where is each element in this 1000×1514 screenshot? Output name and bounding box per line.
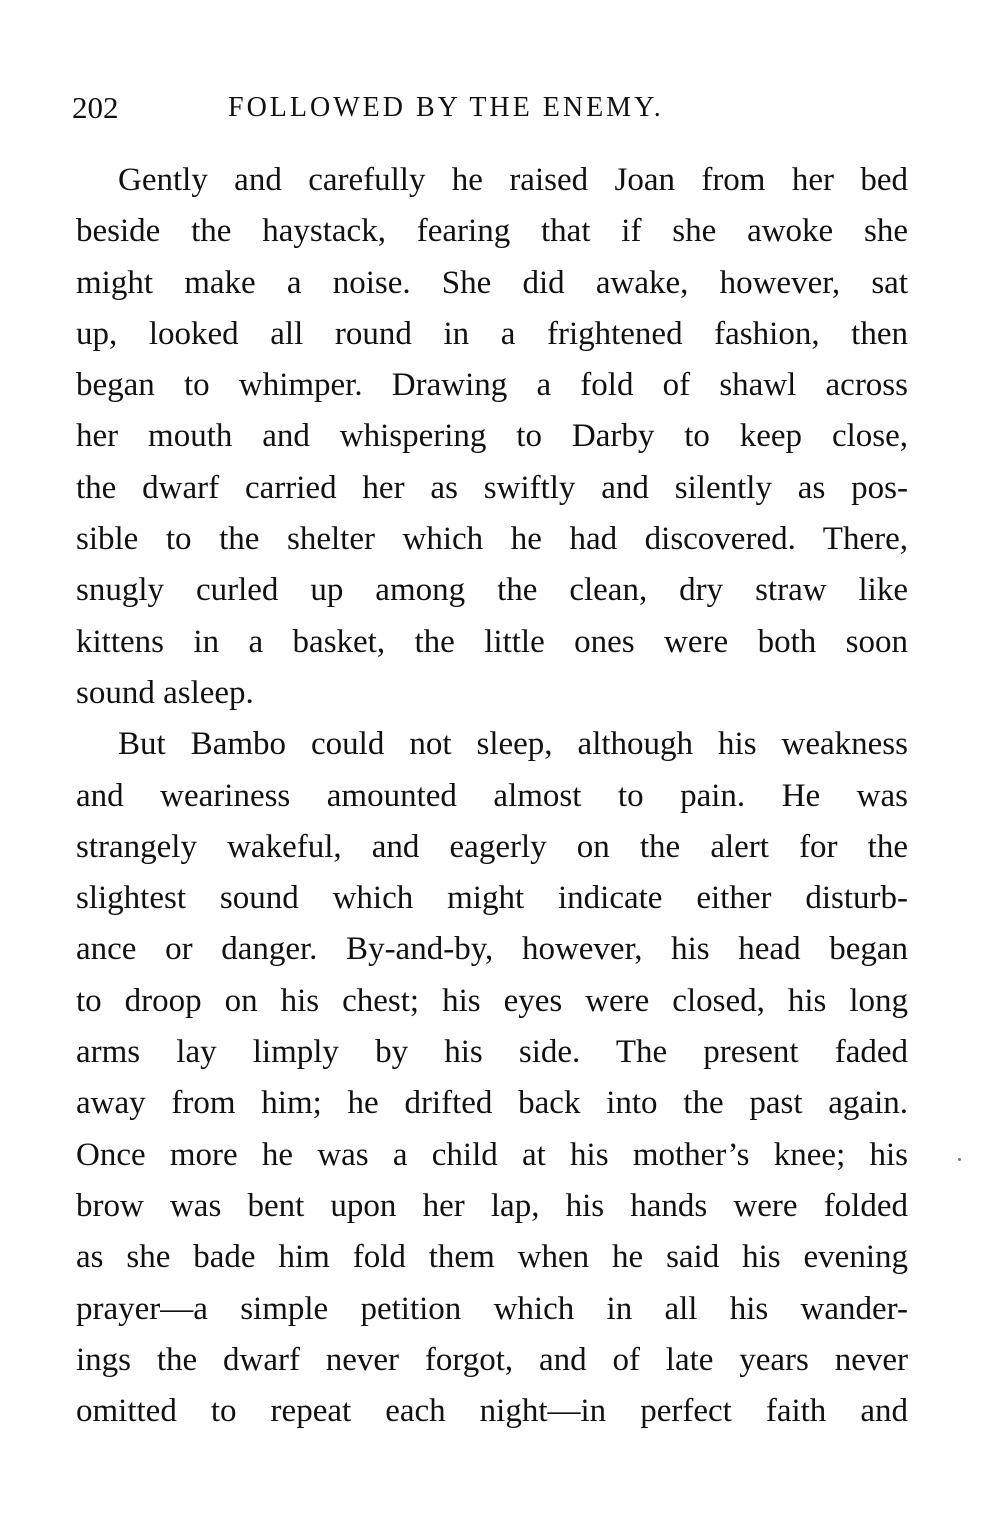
print-speck [958, 1158, 961, 1161]
text-line: ings the dwarf never forgot, and of late years never [76, 1341, 908, 1378]
body-text [76, 155, 908, 1437]
text-line: brow was bent upon her lap, his hands were folded [76, 1187, 908, 1224]
text-line: might make a noise. She did awake, however, sat [76, 264, 908, 301]
running-title: FOLLOWED BY THE ENEMY. [228, 92, 664, 123]
text-line: Once more he was a child at his mother’s knee; his [76, 1136, 908, 1173]
text-line: up, looked all round in a frightened fashion, then [76, 315, 908, 352]
text-line: slightest sound which might indicate either disturb- [76, 880, 908, 917]
text-line: kittens in a basket, the little ones were both soon [76, 623, 908, 660]
text-line: as she bade him fold them when he said his evening [76, 1239, 908, 1276]
text-line: began to whimper. Drawing a fold of shawl across [76, 367, 908, 404]
text-line: strangely wakeful, and eagerly on the alert for the [76, 828, 908, 865]
text-line: Gently and carefully he raised Joan from her bed [118, 162, 908, 198]
text-line: beside the haystack, fearing that if she awoke she [76, 213, 908, 250]
text-line: arms lay limply by his side. The present faded [76, 1034, 908, 1071]
text-line: her mouth and whispering to Darby to keep close, [76, 418, 908, 455]
page-number: 202 [72, 90, 119, 125]
text-line: omitted to repeat each night—in perfect faith and [76, 1393, 908, 1430]
text-line: the dwarf carried her as swiftly and silently as pos- [76, 469, 908, 506]
paragraph-1 [76, 155, 908, 719]
paragraph-2 [76, 719, 908, 1437]
text-line: prayer—a simple petition which in all his wander- [76, 1290, 908, 1327]
text-line: to droop on his chest; his eyes were closed, his long [76, 982, 908, 1019]
text-line: away from him; he drifted back into the past again. [76, 1085, 908, 1122]
text-line: sible to the shelter which he had discovered. There, [76, 521, 908, 558]
text-line: But Bambo could not sleep, although his weakness [118, 726, 908, 763]
text-line: and weariness amounted almost to pain. He was [76, 777, 908, 814]
running-head [72, 86, 912, 130]
text-line: sound asleep. [76, 674, 254, 711]
text-line: ance or danger. By-and-by, however, his head began [76, 931, 908, 968]
text-line: snugly curled up among the clean, dry straw like [76, 572, 908, 609]
